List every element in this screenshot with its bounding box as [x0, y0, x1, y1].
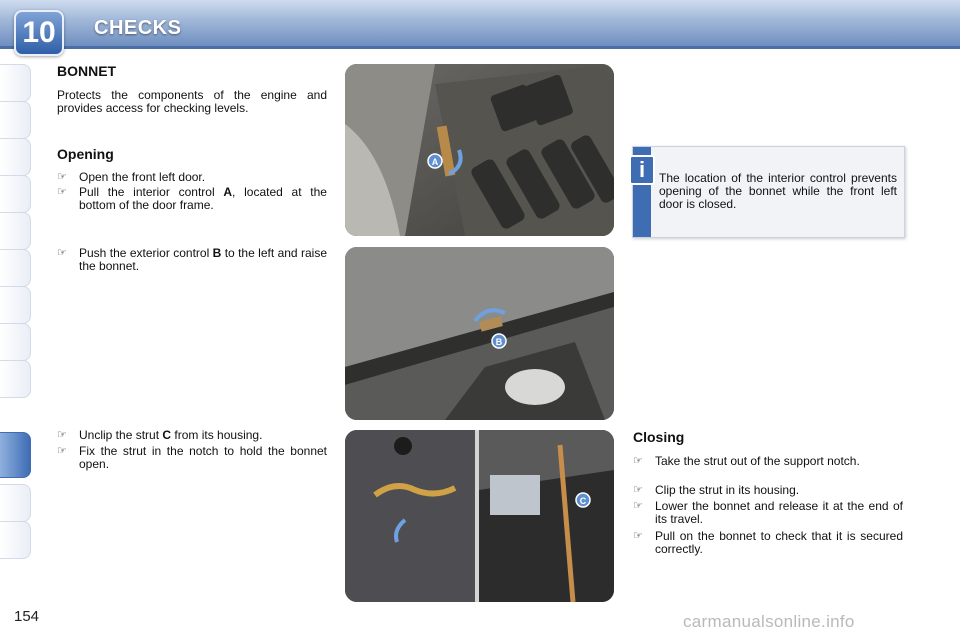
chapter-tab[interactable]: [0, 484, 31, 522]
chapter-badge: 10: [14, 10, 64, 56]
closing-step: ☞ Clip the strut in its housing.: [633, 483, 800, 497]
info-note: [632, 146, 905, 238]
pointing-hand-icon: ☞: [633, 455, 643, 467]
photo-label-b: B: [495, 337, 503, 347]
strut-label-c: C: [162, 428, 172, 442]
chapter-tab[interactable]: [0, 138, 31, 176]
watermark: carmanualsonline.info: [683, 612, 855, 631]
page-number: 154: [14, 608, 40, 625]
pointing-hand-icon: ☞: [57, 247, 67, 259]
page-title: CHECKS: [94, 17, 182, 39]
section-title-opening: Opening: [57, 146, 114, 162]
pointing-hand-icon: ☞: [633, 530, 643, 542]
chapter-tab[interactable]: [0, 323, 31, 361]
closing-step: ☞ Pull on the bonnet to check that it is secured correctly.: [633, 529, 903, 556]
pointing-hand-icon: ☞: [57, 429, 67, 441]
photo-label-c: C: [579, 496, 587, 506]
control-label-b: B: [212, 246, 222, 260]
chapter-tab-active[interactable]: [0, 432, 31, 478]
closing-step: ☞ Take the strut out of the support notch.: [633, 454, 860, 468]
chapter-tab[interactable]: [0, 249, 31, 287]
pointing-hand-icon: ☞: [57, 171, 67, 183]
chapter-tab[interactable]: [0, 175, 31, 213]
control-label-a: A: [223, 185, 233, 199]
chapter-tab[interactable]: [0, 64, 31, 102]
photo-exterior-control: [345, 247, 614, 420]
opening-step: ☞ Pull the interior control A, located at the bottom of the door frame.: [57, 185, 327, 212]
pointing-hand-icon: ☞: [633, 500, 643, 512]
section-title-bonnet: BONNET: [57, 63, 117, 79]
chapter-tabs: [0, 64, 32, 576]
opening-step: ☞ Push the exterior control B to the left and raise the bonnet.: [57, 246, 327, 273]
photo-label-a: A: [431, 157, 439, 167]
pointing-hand-icon: ☞: [57, 186, 67, 198]
chapter-tab[interactable]: [0, 212, 31, 250]
chapter-tab[interactable]: [0, 101, 31, 139]
bonnet-intro: Protects the components of the engine and provides access for checking levels.: [57, 88, 327, 115]
closing-step: ☞ Lower the bonnet and release it at the end of its travel.: [633, 499, 903, 526]
header-rule: [0, 46, 960, 49]
pointing-hand-icon: ☞: [57, 445, 67, 457]
opening-step: ☞ Unclip the strut C from its housing.: [57, 428, 263, 442]
opening-step: ☞ Fix the strut in the notch to hold the bonnet open.: [57, 444, 327, 471]
chapter-tab[interactable]: [0, 360, 31, 398]
opening-step: ☞ Open the front left door.: [57, 170, 206, 184]
info-icon: i: [629, 155, 655, 185]
chapter-tab[interactable]: [0, 286, 31, 324]
info-text: The location of the interior control prevents opening of the bonnet while the front left door is closed.: [659, 171, 897, 211]
pointing-hand-icon: ☞: [633, 484, 643, 496]
photo-interior-release: [345, 64, 614, 236]
chapter-tab[interactable]: [0, 521, 31, 559]
section-title-closing: Closing: [633, 429, 685, 445]
photo-strut: [345, 430, 614, 602]
